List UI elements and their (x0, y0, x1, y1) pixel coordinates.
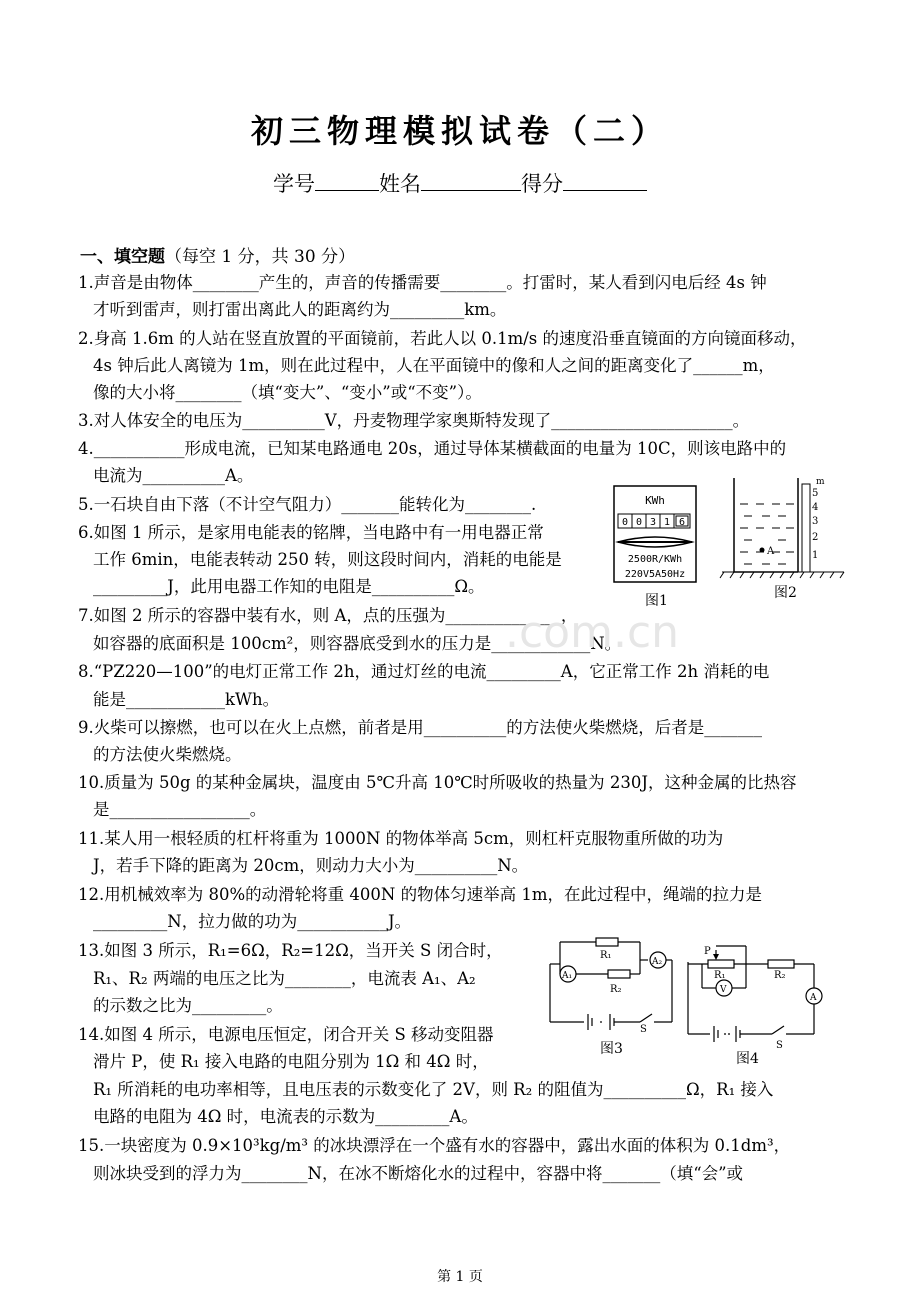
student-info-line (0, 168, 920, 198)
r1-label: R₁ (714, 970, 726, 981)
scale-tick: 3 (812, 516, 819, 527)
question-line: R₁、R₂ 两端的电压之比为________，电流表 A₁、A₂ (93, 969, 476, 988)
student-no-label: 学号 (273, 172, 315, 196)
page-footer: 第 1 页 (437, 1269, 483, 1285)
question-line: 如容器的底面积是 100cm²，则容器底受到水的压力是____________N。 (93, 634, 622, 653)
question-line: 4.___________形成电流，已知某电路通电 20s，通过导体某横截面的电量为 10C，则该电路中的 (78, 439, 787, 458)
question-line: 2.身高 1.6m 的人站在竖直放置的平面镜前，若此人以 0.1m/s 的速度沿垂直镜面的方向镜面移动， (78, 329, 807, 348)
section-note: （每空 1 分，共 30 分） (165, 247, 356, 267)
meter-digit: 0 (635, 517, 643, 528)
question-line: 才听到雷声，则打雷出离此人的距离约为_________km。 (93, 300, 507, 319)
question-line: 像的大小将________（填“变大”、“变小”或“不变”）。 (93, 383, 482, 402)
question-line: 是_________________。 (93, 800, 267, 819)
ammeter-label: A (810, 993, 817, 1003)
question-line: 电路的电阻为 4Ω 时，电流表的示数为_________A。 (93, 1107, 478, 1126)
scale-tick: 5 (812, 488, 819, 499)
question-line: _________N，拉力做的功为___________J。 (93, 912, 412, 931)
scale-tick: 4 (812, 502, 819, 513)
question-line: 9.火柴可以擦燃，也可以在火上点燃，前者是用__________的方法使火柴燃烧，后者是_______ (78, 718, 762, 737)
question-line: 14.如图 4 所示，电源电压恒定，闭合开关 S 移动变阻器 (78, 1025, 494, 1044)
a1-label: A₁ (562, 971, 573, 981)
question-line: 10.质量为 50g 的某种金属块，温度由 5℃升高 10℃时所吸收的热量为 230J，这种金属的比热容 (78, 773, 797, 792)
question-line: 12.用机械效率为 80%的动滑轮将重 400N 的物体匀速举高 1m，在此过程中，绳端的拉力是 (78, 885, 762, 904)
r2-label: R₂ (774, 970, 786, 981)
question-line: 8.“PZ220—100”的电灯正常工作 2h，通过灯丝的电流_________A，它正常工作 2h 消耗的电 (78, 662, 770, 681)
point-a (760, 548, 765, 553)
scale-unit: m (816, 477, 825, 487)
r2-label: R₂ (610, 984, 622, 995)
question-line: 电流为__________A。 (93, 466, 254, 485)
question-line: 1.声音是由物体________产生的，声音的传播需要________。打雷时，某人看到闪电后经 4s 钟 (78, 273, 767, 292)
name-label: 姓名 (379, 172, 421, 196)
point-a-label: A (767, 546, 775, 557)
student-no-blank (315, 172, 379, 191)
section-header (80, 242, 355, 267)
slider-p-label: P (704, 946, 711, 957)
page-title: 初三物理模拟试卷（二） (250, 112, 669, 150)
question-line: _________J，此用电器工作知的电阻是__________Ω。 (93, 577, 485, 596)
scale-ruler (802, 484, 810, 572)
score-blank (563, 172, 647, 191)
figure-3-caption: 图3 (600, 1041, 623, 1057)
meter-digit: 1 (663, 517, 671, 528)
question-line: 滑片 P，使 R₁ 接入电路的电阻分别为 1Ω 和 4Ω 时， (93, 1052, 489, 1071)
figure-4-caption: 图4 (736, 1051, 759, 1067)
meter-digit: 3 (649, 517, 657, 528)
meter-digit: 0 (621, 517, 629, 528)
question-line: R₁ 所消耗的电功率相等，且电压表的示数变化了 2V，则 R₂ 的阻值为__________Ω，R₁ 接入 (93, 1080, 774, 1099)
question-line: 能是____________kWh。 (93, 690, 280, 709)
question-line: 6.如图 1 所示，是家用电能表的铭牌，当电路中有一用电器正常 (78, 523, 544, 542)
switch-s-label: S (776, 1040, 783, 1051)
question-line: 的方法使火柴燃烧。 (93, 745, 242, 764)
r1-label: R₁ (600, 950, 612, 961)
question-line: 13.如图 3 所示，R₁=6Ω，R₂=12Ω，当开关 S 闭合时， (78, 941, 503, 960)
question-line: 则冰块受到的浮力为________N，在冰不断熔化水的过程中，容器中将_______（填“会”或 (93, 1164, 744, 1183)
question-line: 11.某人用一根轻质的杠杆将重为 1000N 的物体举高 5cm，则杠杆克服物重所做的功为 (78, 829, 724, 848)
watermark-text: .com.cn (505, 607, 680, 658)
score-label: 得分 (521, 172, 563, 196)
meter-digit: 6 (678, 517, 686, 528)
question-line: 5.一石块自由下落（不计空气阻力）_______能转化为________. (78, 495, 537, 514)
figure-3-circuit (544, 934, 678, 1032)
question-line: 工作 6min，电能表转动 250 转，则这段时间内，消耗的电能是 (93, 550, 562, 569)
question-line: 7.如图 2 所示的容器中装有水，则 A，点的压强为______________， (78, 606, 578, 625)
a2-label: A₂ (652, 957, 663, 967)
question-line: J，若手下降的距离为 20cm，则动力大小为__________N。 (93, 856, 529, 875)
figure-2-caption: 图2 (774, 585, 797, 601)
section-heading: 一、填空题 (80, 247, 165, 267)
figure-2-container (718, 474, 848, 594)
question-line: 4s 钟后此人离镜为 1m，则在此过程中，人在平面镜中的像和人之间的距离变化了______m， (93, 356, 775, 375)
voltmeter-label: V (720, 985, 727, 995)
meter-spec: 220V5A50Hz (624, 569, 686, 580)
meter-rate: 2500R/KWh (627, 554, 683, 565)
question-line: 3.对人体安全的电压为__________V，丹麦物理学家奥斯特发现了______________________。 (78, 411, 750, 430)
figure-1-meter (612, 484, 698, 594)
scale-tick: 2 (812, 532, 819, 543)
question-line: 的示数之比为_________。 (93, 996, 283, 1015)
name-blank (421, 172, 521, 191)
figure-1-caption: 图1 (645, 593, 668, 609)
figure-4-circuit (684, 942, 824, 1054)
question-line: 15.一块密度为 0.9×10³kg/m³ 的冰块漂浮在一个盛有水的容器中，露出水面的体积为 0.1dm³， (78, 1136, 791, 1155)
switch-s-label: S (640, 1024, 647, 1032)
scale-tick: 1 (812, 550, 819, 561)
meter-unit: KWh (645, 494, 665, 507)
